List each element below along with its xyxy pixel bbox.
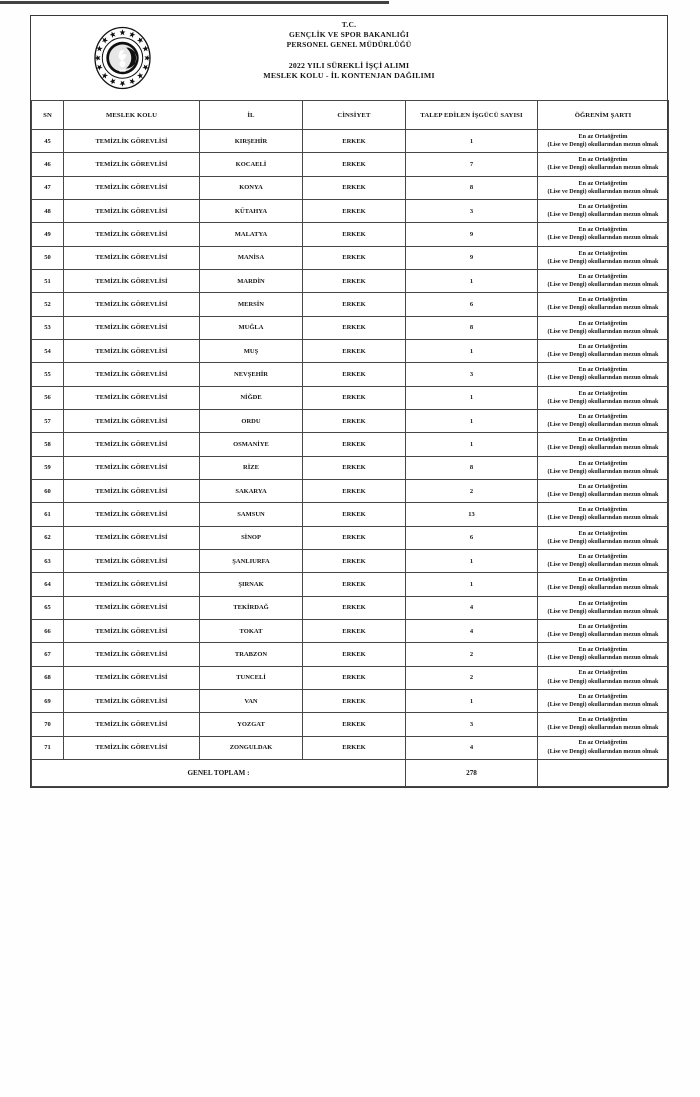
ogrenim-sarti-line2: (Lise ve Dengi) okullarından mezun olmak — [547, 258, 659, 265]
sn-cell: 70 — [32, 713, 64, 736]
talep-cell: 1 — [406, 689, 538, 712]
table-row — [32, 666, 669, 689]
ogrenim-sarti-line1: En az Ortaöğretim — [578, 507, 628, 514]
talep-cell: 1 — [406, 269, 538, 292]
ogrenim-sarti-cell — [538, 223, 669, 246]
talep-cell: 1 — [406, 549, 538, 572]
table-row — [32, 223, 669, 246]
cinsiyet-cell: ERKEK — [303, 293, 406, 316]
meslek-kolu-cell: TEMİZLİK GÖREVLİSİ — [64, 713, 200, 736]
ogrenim-sarti-line1: En az Ortaöğretim — [578, 623, 628, 630]
meslek-kolu-cell: TEMİZLİK GÖREVLİSİ — [64, 386, 200, 409]
cinsiyet-cell: ERKEK — [303, 713, 406, 736]
title-tc: T.C. — [341, 20, 357, 29]
table-row — [32, 153, 669, 176]
ogrenim-sarti-line2: (Lise ve Dengi) okullarından mezun olmak — [547, 352, 659, 359]
ogrenim-sarti-cell — [538, 293, 669, 316]
quota-table-head — [32, 101, 669, 130]
ogrenim-sarti-line2: (Lise ve Dengi) okullarından mezun olmak — [547, 188, 659, 195]
il-cell: NİĞDE — [200, 386, 303, 409]
meslek-kolu-cell: TEMİZLİK GÖREVLİSİ — [64, 433, 200, 456]
il-cell: SAMSUN — [200, 503, 303, 526]
cinsiyet-cell: ERKEK — [303, 619, 406, 642]
sn-cell: 48 — [32, 199, 64, 222]
ogrenim-sarti-line1: En az Ortaöğretim — [578, 390, 628, 397]
total-row — [32, 759, 669, 786]
ogrenim-sarti-cell — [538, 573, 669, 596]
ogrenim-sarti-line2: (Lise ve Dengi) okullarından mezun olmak — [547, 235, 659, 242]
ogrenim-sarti-cell — [538, 643, 669, 666]
sn-cell: 60 — [32, 479, 64, 502]
ogrenim-sarti-line1: En az Ortaöğretim — [578, 180, 628, 187]
cinsiyet-cell: ERKEK — [303, 246, 406, 269]
sn-cell: 64 — [32, 573, 64, 596]
ogrenim-sarti-line2: (Lise ve Dengi) okullarından mezun olmak — [547, 165, 659, 172]
cinsiyet-cell: ERKEK — [303, 339, 406, 362]
il-cell: TUNCELİ — [200, 666, 303, 689]
cinsiyet-cell: ERKEK — [303, 643, 406, 666]
meslek-kolu-cell: TEMİZLİK GÖREVLİSİ — [64, 666, 200, 689]
il-cell: MUŞ — [200, 339, 303, 362]
talep-cell: 9 — [406, 223, 538, 246]
sn-cell: 63 — [32, 549, 64, 572]
sn-cell: 68 — [32, 666, 64, 689]
il-cell: SİNOP — [200, 526, 303, 549]
ogrenim-sarti-line2: (Lise ve Dengi) okullarından mezun olmak — [547, 608, 659, 615]
talep-cell: 4 — [406, 736, 538, 759]
sn-cell: 71 — [32, 736, 64, 759]
talep-cell: 2 — [406, 666, 538, 689]
table-row — [32, 479, 669, 502]
table-row — [32, 363, 669, 386]
ogrenim-sarti-cell — [538, 479, 669, 502]
title-recruitment: 2022 YILI SÜREKLİ İŞÇİ ALIMI — [288, 60, 410, 70]
ogrenim-sarti-line1: En az Ortaöğretim — [578, 157, 628, 164]
il-cell: YOZGAT — [200, 713, 303, 736]
cinsiyet-cell: ERKEK — [303, 199, 406, 222]
cinsiyet-cell: ERKEK — [303, 479, 406, 502]
meslek-kolu-cell: TEMİZLİK GÖREVLİSİ — [64, 479, 200, 502]
quota-table — [31, 100, 669, 787]
il-cell: ŞIRNAK — [200, 573, 303, 596]
ogrenim-sarti-line1: En az Ortaöğretim — [578, 600, 628, 607]
talep-cell: 1 — [406, 339, 538, 362]
ogrenim-sarti-cell — [538, 619, 669, 642]
il-cell: MARDİN — [200, 269, 303, 292]
ogrenim-sarti-line1: En az Ortaöğretim — [578, 577, 628, 584]
ogrenim-sarti-cell — [538, 409, 669, 432]
talep-cell: 1 — [406, 433, 538, 456]
cinsiyet-cell: ERKEK — [303, 223, 406, 246]
il-cell: KOCAELİ — [200, 153, 303, 176]
table-row — [32, 199, 669, 222]
ogrenim-sarti-line2: (Lise ve Dengi) okullarından mezun olmak — [547, 562, 659, 569]
ogrenim-sarti-cell — [538, 386, 669, 409]
ogrenim-sarti-line1: En az Ortaöğretim — [578, 647, 628, 654]
ogrenim-sarti-cell — [538, 153, 669, 176]
ogrenim-sarti-cell — [538, 549, 669, 572]
meslek-kolu-cell: TEMİZLİK GÖREVLİSİ — [64, 573, 200, 596]
meslek-kolu-cell: TEMİZLİK GÖREVLİSİ — [64, 619, 200, 642]
ogrenim-sarti-line1: En az Ortaöğretim — [578, 460, 628, 467]
ogrenim-sarti-cell — [538, 526, 669, 549]
ogrenim-sarti-cell — [538, 689, 669, 712]
table-row — [32, 549, 669, 572]
meslek-kolu-cell: TEMİZLİK GÖREVLİSİ — [64, 549, 200, 572]
table-row — [32, 386, 669, 409]
sn-cell: 45 — [32, 130, 64, 153]
meslek-kolu-cell: TEMİZLİK GÖREVLİSİ — [64, 176, 200, 199]
meslek-kolu-cell: TEMİZLİK GÖREVLİSİ — [64, 269, 200, 292]
cinsiyet-cell: ERKEK — [303, 689, 406, 712]
ogrenim-sarti-line2: (Lise ve Dengi) okullarından mezun olmak — [547, 748, 659, 755]
talep-cell: 8 — [406, 316, 538, 339]
sn-cell: 65 — [32, 596, 64, 619]
ogrenim-sarti-line2: (Lise ve Dengi) okullarından mezun olmak — [547, 538, 659, 545]
table-row — [32, 316, 669, 339]
ogrenim-sarti-line2: (Lise ve Dengi) okullarından mezun olmak — [547, 515, 659, 522]
title-ministry: GENÇLİK VE SPOR BAKANLIĞI — [288, 29, 410, 39]
sn-cell: 50 — [32, 246, 64, 269]
ogrenim-sarti-line2: (Lise ve Dengi) okullarından mezun olmak — [547, 725, 659, 732]
table-row — [32, 456, 669, 479]
il-cell: MANİSA — [200, 246, 303, 269]
column-header-cinsiyet: CİNSİYET — [303, 101, 406, 130]
sn-cell: 55 — [32, 363, 64, 386]
ogrenim-sarti-line1: En az Ortaöğretim — [578, 437, 628, 444]
talep-cell: 2 — [406, 643, 538, 666]
talep-cell: 8 — [406, 456, 538, 479]
table-row — [32, 713, 669, 736]
cinsiyet-cell: ERKEK — [303, 130, 406, 153]
ogrenim-sarti-cell — [538, 596, 669, 619]
meslek-kolu-cell: TEMİZLİK GÖREVLİSİ — [64, 316, 200, 339]
ogrenim-sarti-line1: En az Ortaöğretim — [578, 740, 628, 747]
ogrenim-sarti-line2: (Lise ve Dengi) okullarından mezun olmak — [547, 585, 659, 592]
il-cell: KONYA — [200, 176, 303, 199]
meslek-kolu-cell: TEMİZLİK GÖREVLİSİ — [64, 363, 200, 386]
document-titles — [31, 20, 667, 81]
quota-table-body — [32, 130, 669, 760]
ogrenim-sarti-line1: En az Ortaöğretim — [578, 133, 628, 140]
ogrenim-sarti-line1: En az Ortaöğretim — [578, 273, 628, 280]
ogrenim-sarti-line2: (Lise ve Dengi) okullarından mezun olmak — [547, 328, 659, 335]
table-row — [32, 736, 669, 759]
talep-cell: 4 — [406, 596, 538, 619]
cinsiyet-cell: ERKEK — [303, 666, 406, 689]
meslek-kolu-cell: TEMİZLİK GÖREVLİSİ — [64, 643, 200, 666]
meslek-kolu-cell: TEMİZLİK GÖREVLİSİ — [64, 246, 200, 269]
table-row — [32, 433, 669, 456]
sn-cell: 66 — [32, 619, 64, 642]
talep-cell: 2 — [406, 479, 538, 502]
table-row — [32, 293, 669, 316]
ogrenim-sarti-cell — [538, 130, 669, 153]
ogrenim-sarti-line2: (Lise ve Dengi) okullarından mezun olmak — [547, 655, 659, 662]
ogrenim-sarti-line2: (Lise ve Dengi) okullarından mezun olmak — [547, 445, 659, 452]
meslek-kolu-cell: TEMİZLİK GÖREVLİSİ — [64, 293, 200, 316]
il-cell: ORDU — [200, 409, 303, 432]
cinsiyet-cell: ERKEK — [303, 549, 406, 572]
talep-cell: 4 — [406, 619, 538, 642]
header-row — [32, 101, 669, 130]
il-cell: TOKAT — [200, 619, 303, 642]
column-header-sn: SN — [32, 101, 64, 130]
cinsiyet-cell: ERKEK — [303, 526, 406, 549]
column-header-ogrenim: ÖĞRENİM ŞARTI — [538, 101, 669, 130]
ogrenim-sarti-line1: En az Ortaöğretim — [578, 717, 628, 724]
title-distribution: MESLEK KOLU - İL KONTENJAN DAĞILIMI — [263, 70, 435, 80]
meslek-kolu-cell: TEMİZLİK GÖREVLİSİ — [64, 456, 200, 479]
ogrenim-sarti-line1: En az Ortaöğretim — [578, 343, 628, 350]
ogrenim-sarti-line1: En az Ortaöğretim — [578, 320, 628, 327]
cinsiyet-cell: ERKEK — [303, 316, 406, 339]
ogrenim-sarti-line1: En az Ortaöğretim — [578, 670, 628, 677]
ogrenim-sarti-line2: (Lise ve Dengi) okullarından mezun olmak — [547, 422, 659, 429]
talep-cell: 1 — [406, 386, 538, 409]
ogrenim-sarti-cell — [538, 176, 669, 199]
cinsiyet-cell: ERKEK — [303, 503, 406, 526]
column-header-meslek-kolu: MESLEK KOLU — [64, 101, 200, 130]
table-row — [32, 176, 669, 199]
il-cell: ŞANLIURFA — [200, 549, 303, 572]
meslek-kolu-cell: TEMİZLİK GÖREVLİSİ — [64, 503, 200, 526]
ogrenim-sarti-line2: (Lise ve Dengi) okullarından mezun olmak — [547, 212, 659, 219]
cinsiyet-cell: ERKEK — [303, 153, 406, 176]
meslek-kolu-cell: TEMİZLİK GÖREVLİSİ — [64, 153, 200, 176]
table-row — [32, 619, 669, 642]
ogrenim-sarti-cell — [538, 246, 669, 269]
ogrenim-sarti-line2: (Lise ve Dengi) okullarından mezun olmak — [547, 632, 659, 639]
ogrenim-sarti-line2: (Lise ve Dengi) okullarından mezun olmak — [547, 375, 659, 382]
document-frame — [30, 15, 668, 788]
ogrenim-sarti-cell — [538, 433, 669, 456]
meslek-kolu-cell: TEMİZLİK GÖREVLİSİ — [64, 339, 200, 362]
il-cell: MUĞLA — [200, 316, 303, 339]
sn-cell: 62 — [32, 526, 64, 549]
sn-cell: 51 — [32, 269, 64, 292]
talep-cell: 13 — [406, 503, 538, 526]
talep-cell: 1 — [406, 409, 538, 432]
ogrenim-sarti-cell — [538, 666, 669, 689]
document-header — [31, 16, 667, 100]
sn-cell: 57 — [32, 409, 64, 432]
table-row — [32, 409, 669, 432]
ogrenim-sarti-line2: (Lise ve Dengi) okullarından mezun olmak — [547, 398, 659, 405]
meslek-kolu-cell: TEMİZLİK GÖREVLİSİ — [64, 596, 200, 619]
table-row — [32, 526, 669, 549]
meslek-kolu-cell: TEMİZLİK GÖREVLİSİ — [64, 689, 200, 712]
cinsiyet-cell: ERKEK — [303, 409, 406, 432]
il-cell: TRABZON — [200, 643, 303, 666]
sn-cell: 46 — [32, 153, 64, 176]
ogrenim-sarti-line1: En az Ortaöğretim — [578, 367, 628, 374]
cinsiyet-cell: ERKEK — [303, 176, 406, 199]
il-cell: VAN — [200, 689, 303, 712]
table-row — [32, 596, 669, 619]
ogrenim-sarti-cell — [538, 456, 669, 479]
table-row — [32, 643, 669, 666]
ogrenim-sarti-line1: En az Ortaöğretim — [578, 203, 628, 210]
table-row — [32, 339, 669, 362]
grand-total-value: 278 — [406, 759, 538, 786]
cinsiyet-cell: ERKEK — [303, 456, 406, 479]
ogrenim-sarti-line2: (Lise ve Dengi) okullarından mezun olmak — [547, 702, 659, 709]
table-row — [32, 246, 669, 269]
ogrenim-sarti-line1: En az Ortaöğretim — [578, 693, 628, 700]
sn-cell: 52 — [32, 293, 64, 316]
ogrenim-sarti-line2: (Lise ve Dengi) okullarından mezun olmak — [547, 305, 659, 312]
talep-cell: 7 — [406, 153, 538, 176]
sn-cell: 67 — [32, 643, 64, 666]
sn-cell: 49 — [32, 223, 64, 246]
il-cell: KIRŞEHİR — [200, 130, 303, 153]
cinsiyet-cell: ERKEK — [303, 596, 406, 619]
ogrenim-sarti-cell — [538, 339, 669, 362]
table-row — [32, 269, 669, 292]
sn-cell: 47 — [32, 176, 64, 199]
ogrenim-sarti-line1: En az Ortaöğretim — [578, 553, 628, 560]
talep-cell: 3 — [406, 363, 538, 386]
cinsiyet-cell: ERKEK — [303, 736, 406, 759]
sn-cell: 61 — [32, 503, 64, 526]
scan-artifact-line — [0, 1, 389, 4]
meslek-kolu-cell: TEMİZLİK GÖREVLİSİ — [64, 130, 200, 153]
meslek-kolu-cell: TEMİZLİK GÖREVLİSİ — [64, 223, 200, 246]
ogrenim-sarti-line1: En az Ortaöğretim — [578, 413, 628, 420]
meslek-kolu-cell: TEMİZLİK GÖREVLİSİ — [64, 526, 200, 549]
ogrenim-sarti-line1: En az Ortaöğretim — [578, 297, 628, 304]
ogrenim-sarti-cell — [538, 269, 669, 292]
grand-total-label: GENEL TOPLAM : — [32, 759, 406, 786]
il-cell: SAKARYA — [200, 479, 303, 502]
ogrenim-sarti-line2: (Lise ve Dengi) okullarından mezun olmak — [547, 468, 659, 475]
cinsiyet-cell: ERKEK — [303, 433, 406, 456]
title-directorate: PERSONEL GENEL MÜDÜRLÜĞÜ — [286, 39, 412, 49]
il-cell: MALATYA — [200, 223, 303, 246]
sn-cell: 54 — [32, 339, 64, 362]
ogrenim-sarti-cell — [538, 503, 669, 526]
column-header-il: İL — [200, 101, 303, 130]
il-cell: TEKİRDAĞ — [200, 596, 303, 619]
ogrenim-sarti-cell — [538, 363, 669, 386]
cinsiyet-cell: ERKEK — [303, 269, 406, 292]
ogrenim-sarti-cell — [538, 199, 669, 222]
table-row — [32, 573, 669, 596]
ogrenim-sarti-line1: En az Ortaöğretim — [578, 530, 628, 537]
ogrenim-sarti-line2: (Lise ve Dengi) okullarından mezun olmak — [547, 678, 659, 685]
ogrenim-sarti-line1: En az Ortaöğretim — [578, 227, 628, 234]
talep-cell: 1 — [406, 573, 538, 596]
il-cell: MERSİN — [200, 293, 303, 316]
talep-cell: 9 — [406, 246, 538, 269]
il-cell: NEVŞEHİR — [200, 363, 303, 386]
ogrenim-sarti-line2: (Lise ve Dengi) okullarından mezun olmak — [547, 142, 659, 149]
talep-cell: 1 — [406, 130, 538, 153]
ogrenim-sarti-line2: (Lise ve Dengi) okullarından mezun olmak — [547, 282, 659, 289]
il-cell: ZONGULDAK — [200, 736, 303, 759]
table-row — [32, 689, 669, 712]
table-row — [32, 503, 669, 526]
il-cell: KÜTAHYA — [200, 199, 303, 222]
talep-cell: 3 — [406, 713, 538, 736]
il-cell: RİZE — [200, 456, 303, 479]
meslek-kolu-cell: TEMİZLİK GÖREVLİSİ — [64, 199, 200, 222]
cinsiyet-cell: ERKEK — [303, 363, 406, 386]
il-cell: OSMANİYE — [200, 433, 303, 456]
ogrenim-sarti-cell — [538, 713, 669, 736]
sn-cell: 58 — [32, 433, 64, 456]
talep-cell: 8 — [406, 176, 538, 199]
sn-cell: 53 — [32, 316, 64, 339]
quota-table-foot — [32, 759, 669, 786]
grand-total-empty-cell — [538, 759, 669, 786]
talep-cell: 6 — [406, 293, 538, 316]
meslek-kolu-cell: TEMİZLİK GÖREVLİSİ — [64, 409, 200, 432]
ogrenim-sarti-cell — [538, 316, 669, 339]
sn-cell: 59 — [32, 456, 64, 479]
meslek-kolu-cell: TEMİZLİK GÖREVLİSİ — [64, 736, 200, 759]
ogrenim-sarti-line1: En az Ortaöğretim — [578, 250, 628, 257]
talep-cell: 3 — [406, 199, 538, 222]
ogrenim-sarti-line2: (Lise ve Dengi) okullarından mezun olmak — [547, 492, 659, 499]
cinsiyet-cell: ERKEK — [303, 573, 406, 596]
sn-cell: 56 — [32, 386, 64, 409]
ogrenim-sarti-cell — [538, 736, 669, 759]
sn-cell: 69 — [32, 689, 64, 712]
cinsiyet-cell: ERKEK — [303, 386, 406, 409]
column-header-talep: TALEP EDİLEN İŞGÜCÜ SAYISI — [406, 101, 538, 130]
ogrenim-sarti-line1: En az Ortaöğretim — [578, 483, 628, 490]
talep-cell: 6 — [406, 526, 538, 549]
table-row — [32, 130, 669, 153]
